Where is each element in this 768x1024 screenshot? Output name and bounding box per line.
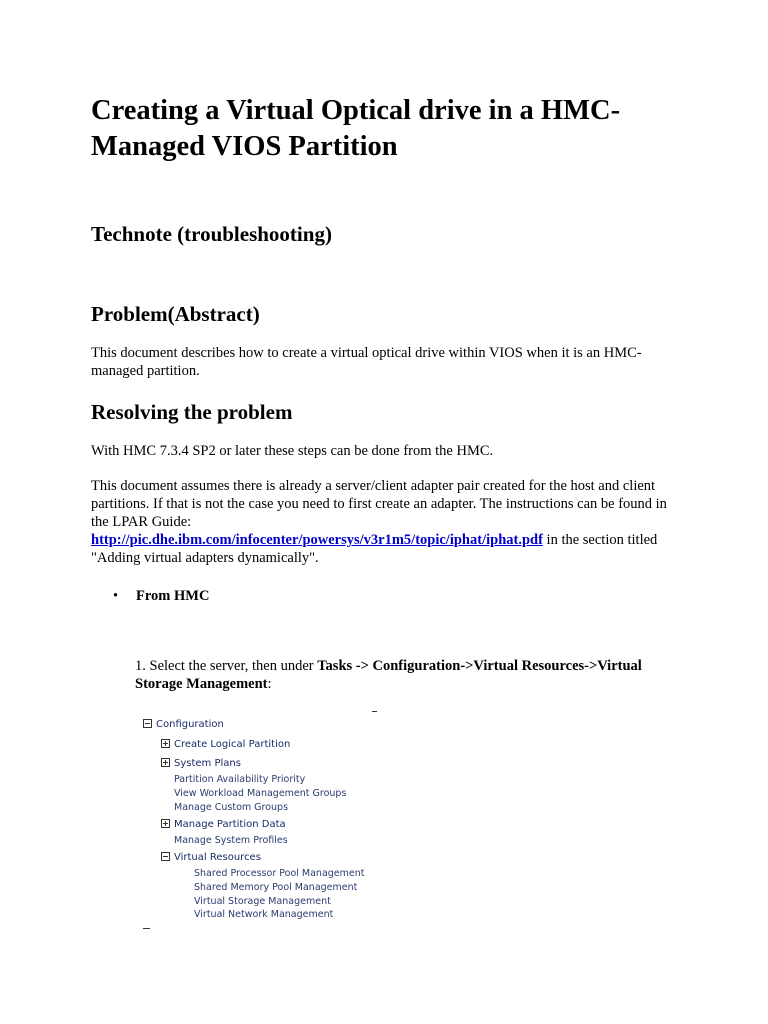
tree-virtual-resources[interactable]: Virtual Resources [161,851,261,864]
resolving-para2-text: This document assumes there is already a server/client adapter pair created for the host and client partitions. If that is not the case you need to first create an adapter. The instructions can be found in the LPAR Guide: [91,478,667,530]
collapse-icon [143,719,152,728]
collapse-icon [161,852,170,861]
tree-shared-memory-pool-management[interactable]: Shared Memory Pool Management [194,882,358,893]
tree-view-workload-management-groups[interactable]: View Workload Management Groups [174,788,347,799]
tree-virtual-storage-management[interactable]: Virtual Storage Management [194,896,331,907]
tree-shared-processor-pool-management[interactable]: Shared Processor Pool Management [194,868,365,879]
step-1-suffix: : [267,676,272,692]
expand-icon [161,739,170,748]
resolving-para2-tail: in the section titled "Adding virtual adapters dynamically". [91,532,658,566]
tree-create-logical-partition[interactable]: Create Logical Partition [161,738,290,751]
tree-manage-system-profiles[interactable]: Manage System Profiles [174,835,288,846]
tree-system-plans[interactable]: System Plans [161,757,241,770]
problem-text: This document describes how to create a virtual optical drive within VIOS when it is an HMC-managed partition. [91,345,642,379]
document-title: Creating a Virtual Optical drive in a HMC-Managed VIOS Partition [91,95,621,162]
resolving-heading: Resolving the problem [91,400,293,424]
problem-heading: Problem(Abstract) [91,302,260,326]
bullet-from-hmc [113,587,209,605]
tree-manage-custom-groups[interactable]: Manage Custom Groups [174,802,289,813]
step-1-path: Tasks -> Configuration->Virtual Resources->Virtual Storage Management [135,658,642,692]
expand-icon [161,819,170,828]
tree-configuration[interactable]: Configuration [143,718,224,731]
tree-bottom-mark [143,928,150,929]
tree-virtual-network-management[interactable]: Virtual Network Management [194,909,334,920]
expand-icon [161,758,170,767]
bullet-dot: • [113,588,119,604]
resolving-para2 [91,477,681,567]
bullet-label: From HMC [136,588,210,604]
configuration-tree-screenshot [132,707,392,933]
step-1 [135,657,681,693]
tree-partition-availability-priority[interactable]: Partition Availability Priority [174,774,306,785]
step-1-prefix: 1. Select the server, then under [135,658,318,674]
tree-manage-partition-data[interactable]: Manage Partition Data [161,818,286,831]
stray-mark [372,711,377,712]
resolving-para1: With HMC 7.3.4 SP2 or later these steps can be done from the HMC. [91,443,494,459]
technote-subtitle: Technote (troubleshooting) [91,222,332,246]
lpar-guide-link[interactable]: http://pic.dhe.ibm.com/infocenter/powersys/v3r1m5/topic/iphat/iphat.pdf [91,532,543,548]
